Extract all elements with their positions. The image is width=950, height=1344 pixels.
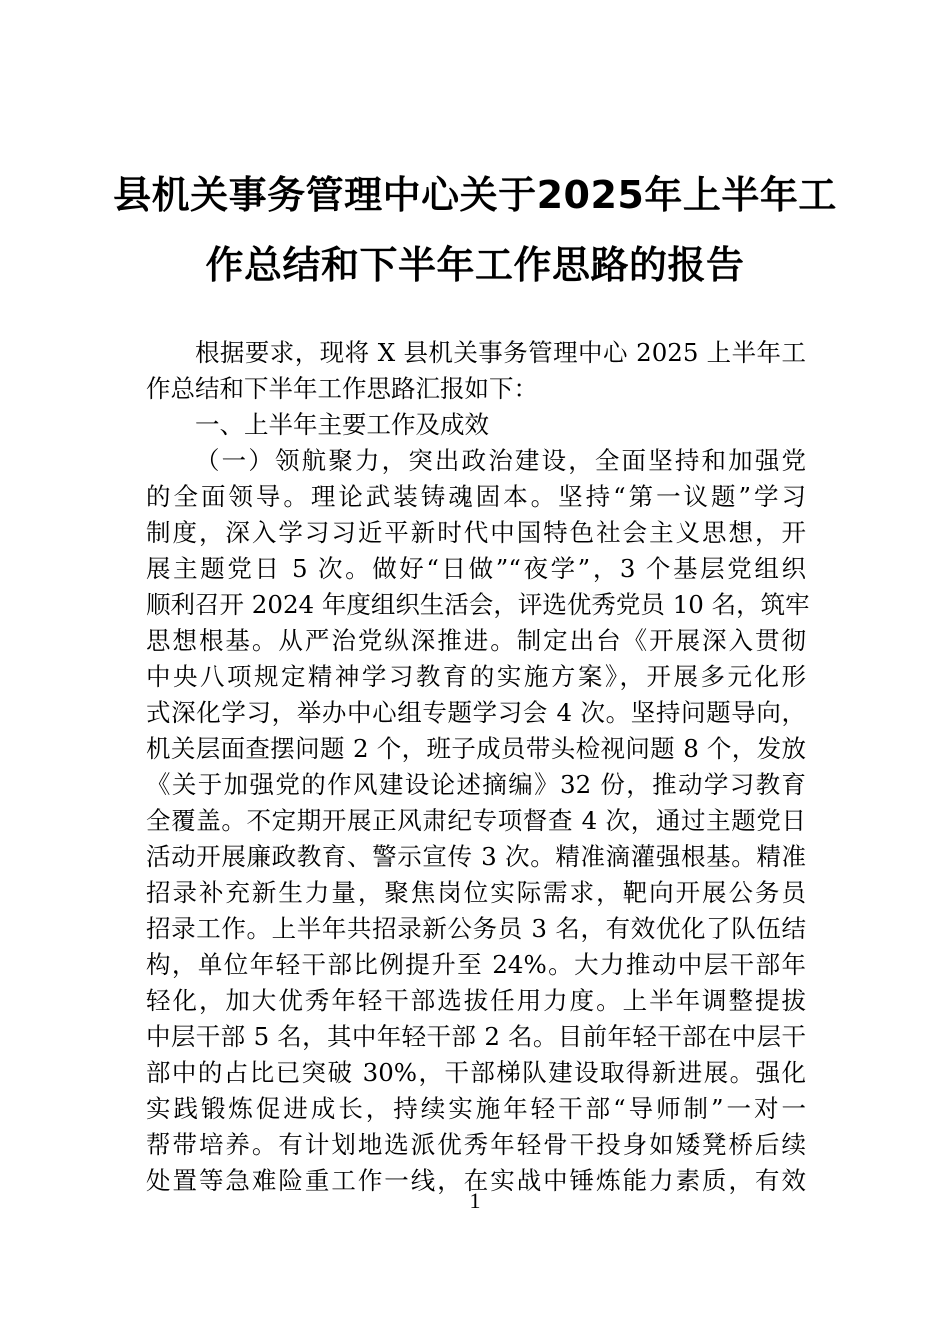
body-line: 实践锻炼促进成长，持续实施年轻干部“导师制”一对一 xyxy=(146,1094,806,1123)
body-line: 处置等急难险重工作一线，在实战中锤炼能力素质，有效 xyxy=(146,1166,806,1195)
body-line: 招录补充新生力量，聚焦岗位实际需求，靶向开展公务员 xyxy=(146,878,806,907)
body-line: 轻化，加大优秀年轻干部选拔任用力度。上半年调整提拔 xyxy=(146,986,806,1015)
body-line: 思想根基。从严治党纵深推进。制定出台《开展深入贯彻 xyxy=(146,626,806,655)
intro-line: 作总结和下半年工作思路汇报如下： xyxy=(146,374,538,403)
body-line: 机关层面查摆问题 2 个，班子成员带头检视问题 8 个，发放 xyxy=(146,734,806,763)
document-body xyxy=(146,335,810,1199)
intro-line: 根据要求，现将 X 县机关事务管理中心 2025 上半年工 xyxy=(195,338,806,367)
body-line: 构，单位年轻干部比例提升至 24%。大力推动中层干部年 xyxy=(146,950,806,979)
body-line: 中层干部 5 名，其中年轻干部 2 名。目前年轻干部在中层干 xyxy=(146,1022,806,1051)
body-line: 顺利召开 2024 年度组织生活会，评选优秀党员 10 名，筑牢 xyxy=(146,590,810,619)
document-title-line-2: 作总结和下半年工作思路的报告 xyxy=(205,243,745,287)
body-line: 制度，深入学习习近平新时代中国特色社会主义思想，开 xyxy=(146,518,806,547)
body-line: 全覆盖。不定期开展正风肃纪专项督查 4 次，通过主题党日 xyxy=(146,806,806,835)
body-line: 部中的占比已突破 30%，干部梯队建设取得新进展。强化 xyxy=(146,1058,806,1087)
body-line: （一）领航聚力，突出政治建设，全面坚持和加强党 xyxy=(195,446,806,475)
page-number: 1 xyxy=(469,1188,481,1213)
body-line: 《关于加强党的作风建设论述摘编》32 份，推动学习教育 xyxy=(146,770,806,799)
document-title-line-1: 县机关事务管理中心关于2025年上半年工 xyxy=(113,173,837,217)
body-line: 的全面领导。理论武装铸魂固本。坚持“第一议题”学习 xyxy=(146,482,806,511)
body-line: 中央八项规定精神学习教育的实施方案》，开展多元化形 xyxy=(146,662,806,691)
body-line: 招录工作。上半年共招录新公务员 3 名，有效优化了队伍结 xyxy=(146,914,806,943)
body-line: 展主题党日 5 次。做好“日做”“夜学”，3 个基层党组织 xyxy=(146,554,806,583)
body-line: 帮带培养。有计划地选派优秀年轻骨干投身如矮凳桥后续 xyxy=(146,1130,806,1159)
body-line: 活动开展廉政教育、警示宣传 3 次。精准滴灌强根基。精准 xyxy=(146,842,806,871)
section-heading: 一、上半年主要工作及成效 xyxy=(195,410,489,439)
body-line: 式深化学习，举办中心组专题学习会 4 次。坚持问题导向， xyxy=(146,698,806,727)
